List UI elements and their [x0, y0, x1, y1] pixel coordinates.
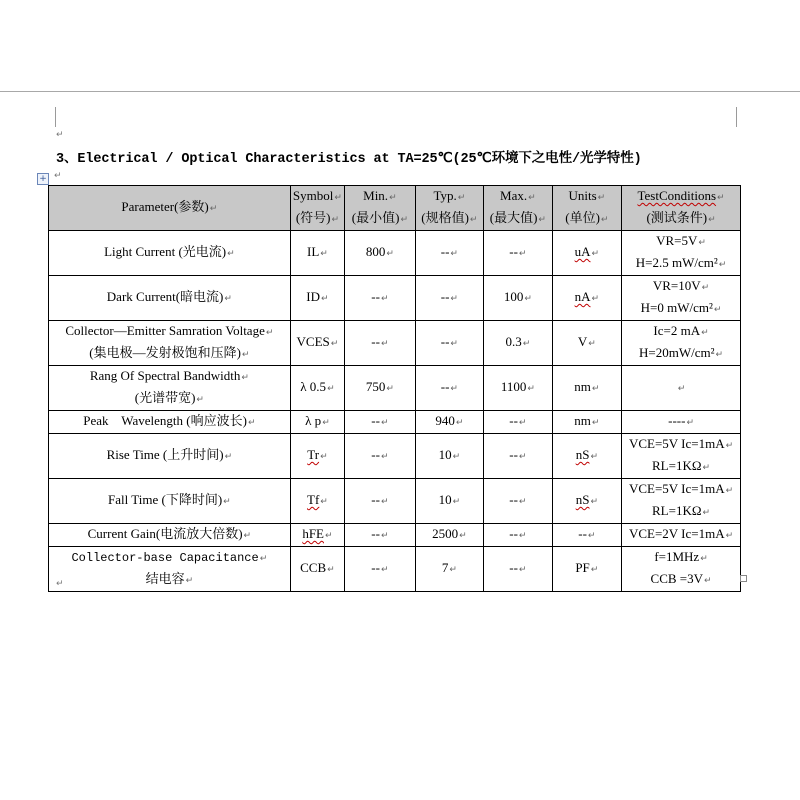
table-row	[49, 366, 741, 411]
cell-parameter[interactable]: Collector-base Capacitance↵ 结电容↵	[49, 547, 291, 592]
table-row	[49, 479, 741, 524]
cell-typ[interactable]: 10↵	[415, 434, 483, 479]
cell-units[interactable]: nA↵	[552, 276, 622, 321]
table-row	[49, 321, 741, 366]
cell-typ[interactable]: --↵	[415, 366, 483, 411]
cell-parameter[interactable]: Current Gain(电流放大倍数)↵	[49, 524, 291, 547]
header-typ[interactable]: Typ.↵ (规格值)↵	[415, 186, 483, 231]
cell-units[interactable]: nS↵	[552, 479, 622, 524]
cell-min[interactable]: --↵	[345, 434, 416, 479]
cell-test-conditions[interactable]: f=1MHz↵ CCB =3V↵	[622, 547, 741, 592]
paragraph-mark: ↵	[54, 171, 62, 181]
header-symbol[interactable]: Symbol↵ (符号)↵	[290, 186, 344, 231]
cell-parameter[interactable]: Dark Current(暗电流)↵	[49, 276, 291, 321]
cell-test-conditions[interactable]: VCE=5V Ic=1mA↵ RL=1KΩ↵	[622, 479, 741, 524]
cell-typ[interactable]: --↵	[415, 276, 483, 321]
cell-test-conditions[interactable]: ↵	[622, 366, 741, 411]
cell-max[interactable]: --↵	[484, 434, 552, 479]
page-top-edge	[0, 91, 800, 92]
cell-units[interactable]: nm↵	[552, 366, 622, 411]
cell-symbol[interactable]: Tr↵	[290, 434, 344, 479]
cell-test-conditions[interactable]: ----↵	[622, 411, 741, 434]
cell-typ[interactable]: 940↵	[415, 411, 483, 434]
cell-parameter[interactable]: Peak Wavelength (响应波长)↵	[49, 411, 291, 434]
header-units[interactable]: Units↵ (单位)↵	[552, 186, 622, 231]
cell-parameter[interactable]: Light Current (光电流)↵	[49, 231, 291, 276]
cell-typ[interactable]: 10↵	[415, 479, 483, 524]
cell-units[interactable]: --↵	[552, 524, 622, 547]
cell-max[interactable]: 1100↵	[484, 366, 552, 411]
table-row	[49, 411, 741, 434]
cell-typ[interactable]: 7↵	[415, 547, 483, 592]
cell-max[interactable]: --↵	[484, 231, 552, 276]
cell-test-conditions[interactable]: VR=10V↵ H=0 mW/cm²↵	[622, 276, 741, 321]
cell-typ[interactable]: --↵	[415, 321, 483, 366]
cell-symbol[interactable]: VCES↵	[290, 321, 344, 366]
cell-symbol[interactable]: IL↵	[290, 231, 344, 276]
table-row	[49, 547, 741, 592]
cell-max[interactable]: --↵	[484, 547, 552, 592]
cell-parameter[interactable]: Rang Of Spectral Bandwidth↵ (光谱带宽)↵	[49, 366, 291, 411]
cell-units[interactable]: V↵	[552, 321, 622, 366]
table-resize-handle[interactable]	[740, 575, 747, 582]
margin-crop-mark-left	[55, 107, 56, 127]
cell-max[interactable]: 100↵	[484, 276, 552, 321]
cell-min[interactable]: 800↵	[345, 231, 416, 276]
cell-parameter[interactable]: Collector—Emitter Samration Voltage↵ (集电极—发射极饱和压降)↵	[49, 321, 291, 366]
cell-symbol[interactable]: λ 0.5↵	[290, 366, 344, 411]
table-row	[49, 524, 741, 547]
cell-max[interactable]: --↵	[484, 524, 552, 547]
cell-units[interactable]: nS↵	[552, 434, 622, 479]
cell-min[interactable]: 750↵	[345, 366, 416, 411]
cell-max[interactable]: 0.3↵	[484, 321, 552, 366]
cell-min[interactable]: --↵	[345, 479, 416, 524]
cell-min[interactable]: --↵	[345, 524, 416, 547]
cell-test-conditions[interactable]: Ic=2 mA↵ H=20mW/cm²↵	[622, 321, 741, 366]
cell-min[interactable]: --↵	[345, 276, 416, 321]
margin-crop-mark-right	[736, 107, 737, 127]
paragraph-mark: ↵	[56, 130, 64, 140]
cell-symbol[interactable]: ID↵	[290, 276, 344, 321]
header-test-conditions[interactable]: TestConditions↵ (测试条件)↵	[622, 186, 741, 231]
cell-min[interactable]: --↵	[345, 411, 416, 434]
cell-units[interactable]: uA↵	[552, 231, 622, 276]
cell-max[interactable]: --↵	[484, 479, 552, 524]
cell-parameter[interactable]: Rise Time (上升时间)↵	[49, 434, 291, 479]
cell-symbol[interactable]: hFE↵	[290, 524, 344, 547]
cell-symbol[interactable]: CCB↵	[290, 547, 344, 592]
cell-typ[interactable]: --↵	[415, 231, 483, 276]
cell-test-conditions[interactable]: VCE=2V Ic=1mA↵	[622, 524, 741, 547]
cell-min[interactable]: --↵	[345, 321, 416, 366]
section-heading: 3、Electrical / Optical Characteristics at TA=25℃(25℃环境下之电性/光学特性)	[56, 152, 642, 167]
cell-symbol[interactable]: λ p↵	[290, 411, 344, 434]
header-min[interactable]: Min.↵ (最小值)↵	[345, 186, 416, 231]
cell-min[interactable]: --↵	[345, 547, 416, 592]
table-row	[49, 434, 741, 479]
cell-max[interactable]: --↵	[484, 411, 552, 434]
cell-test-conditions[interactable]: VR=5V↵ H=2.5 mW/cm²↵	[622, 231, 741, 276]
paragraph-mark: ↵	[56, 579, 64, 589]
table-row	[49, 231, 741, 276]
cell-units[interactable]: PF↵	[552, 547, 622, 592]
cell-parameter[interactable]: Fall Time (下降时间)↵	[49, 479, 291, 524]
header-parameter[interactable]: Parameter(参数)↵	[49, 186, 291, 231]
move-cross-icon[interactable]: +	[37, 173, 49, 185]
cell-symbol[interactable]: Tf↵	[290, 479, 344, 524]
cell-test-conditions[interactable]: VCE=5V Ic=1mA↵ RL=1KΩ↵	[622, 434, 741, 479]
characteristics-table	[48, 185, 741, 592]
cell-typ[interactable]: 2500↵	[415, 524, 483, 547]
table-header-row	[49, 186, 741, 231]
table-row	[49, 276, 741, 321]
cell-units[interactable]: nm↵	[552, 411, 622, 434]
header-max[interactable]: Max.↵ (最大值)↵	[484, 186, 552, 231]
